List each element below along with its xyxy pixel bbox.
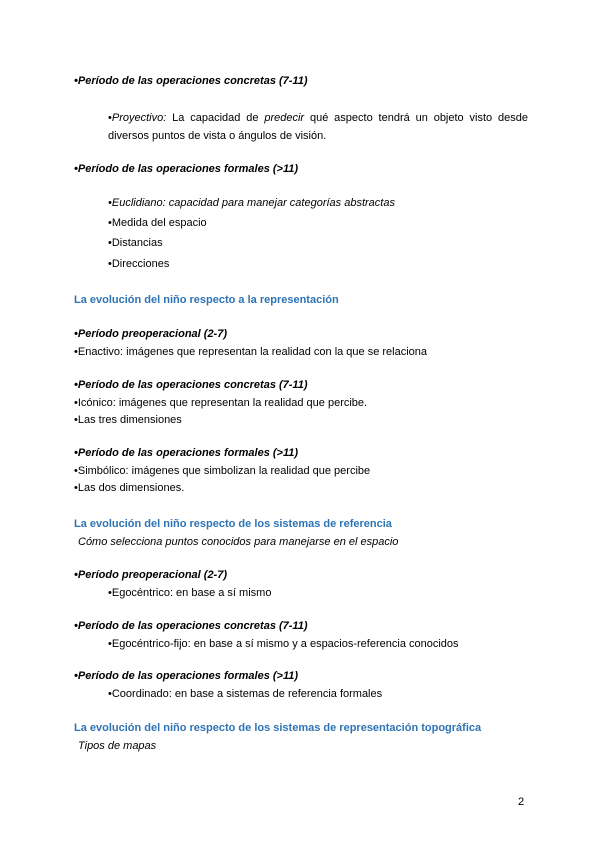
period-concrete-heading-2: •Período de las operaciones concretas (7-11) [74, 379, 308, 391]
period-formal-heading-3: •Período de las operaciones formales (>11) [74, 670, 299, 682]
list-item-direcciones: •Direcciones [108, 258, 170, 270]
period-pre-heading-2: •Período preoperacional (2-7) [74, 328, 228, 340]
enactivo-item: •Enactivo: imágenes que representan la realidad con la que se relaciona [74, 346, 428, 358]
list-item-euclidiano: •Euclidiano: capacidad para manejar categorías abstractas [108, 197, 395, 209]
iconico-item: •Icónico: imágenes que representan la realidad que percibe. [74, 397, 368, 409]
simbolico-item: •Simbólico: imágenes que simbolizan la realidad que percibe [74, 465, 371, 477]
proyectivo-paragraph: •Proyectivo: La capacidad de predecir qué aspecto tendrá un objeto visto desde diversos puntos de vista o ángulos de visión. [108, 112, 528, 142]
period-concrete-heading-1: •Período de las operaciones concretas (7-11) [74, 75, 308, 87]
list-item-distancias: •Distancias [108, 237, 163, 249]
coordinado-item: •Coordinado: en base a sistemas de referencia formales [108, 688, 383, 700]
period-formal-heading-2: •Período de las operaciones formales (>11) [74, 447, 299, 459]
period-concrete-heading-3: •Período de las operaciones concretas (7-11) [74, 620, 308, 632]
tres-dimensiones-item: •Las tres dimensiones [74, 414, 182, 426]
section-heading-representacion: La evolución del niño respecto a la representación [74, 294, 339, 306]
dos-dimensiones-item: •Las dos dimensiones. [74, 482, 185, 494]
egocentrico-item: •Egocéntrico: en base a sí mismo [108, 587, 272, 599]
page-number: 2 [518, 796, 525, 808]
period-formal-heading-1: •Período de las operaciones formales (>11) [74, 163, 299, 175]
section-subtitle-mapas: Tipos de mapas [78, 740, 157, 752]
section-subtitle-referencia: Cómo selecciona puntos conocidos para manejarse en el espacio [78, 536, 399, 548]
period-pre-heading-3: •Período preoperacional (2-7) [74, 569, 228, 581]
list-item-medida: •Medida del espacio [108, 217, 207, 229]
egocentrico-fijo-item: •Egocéntrico-fijo: en base a sí mismo y a espacios-referencia conocidos [108, 638, 459, 650]
section-heading-topografica: La evolución del niño respecto de los sistemas de representación topográfica [74, 722, 482, 734]
section-heading-referencia: La evolución del niño respecto de los sistemas de referencia [74, 518, 392, 530]
